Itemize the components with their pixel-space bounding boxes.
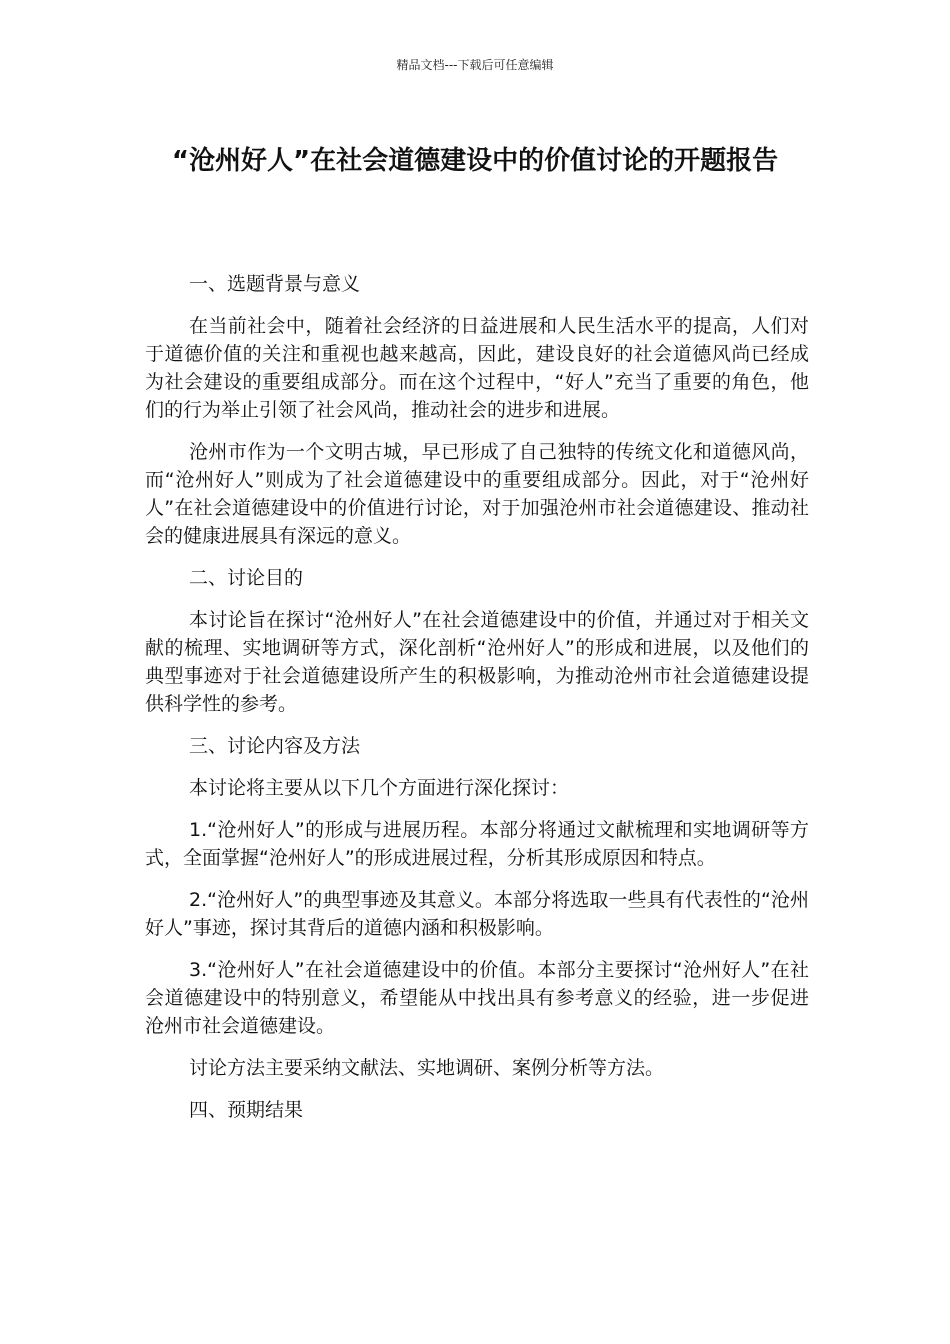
section-heading: 二、讨论目的 [189,567,304,589]
document-title: “沧州好人”在社会道德建设中的价值讨论的开题报告 [171,146,779,176]
body-paragraph: 本讨论将主要从以下几个方面进行深化探讨： [189,777,570,799]
document-body [145,270,809,1138]
body-paragraph: 沧州市作为一个文明古城，早已形成了自己独特的传统文化和道德风尚，而“沧州好人”则成为了社会道德建设中的重要组成部分。因此，对于“沧州好人”在社会道德建设中的价值进行讨论，对于加强沧州市社会道德建设、推动社会的健康进展具有深远的意义。 [145,441,809,547]
section-heading: 三、讨论内容及方法 [189,735,361,757]
body-paragraph: 2.“沧州好人”的典型事迹及其意义。本部分将选取一些具有代表性的“沧州好人”事迹，探讨其背后的道德内涵和积极影响。 [145,889,809,939]
body-paragraph: 讨论方法主要采纳文献法、实地调研、案例分析等方法。 [189,1057,665,1079]
body-paragraph: 在当前社会中，随着社会经济的日益进展和人民生活水平的提高，人们对于道德价值的关注和重视也越来越高，因此，建设良好的社会道德风尚已经成为社会建设的重要组成部分。而在这个过程中，“好人”充当了重要的角色，他们的行为举止引领了社会风尚，推动社会的进步和进展。 [145,315,809,421]
body-paragraph: 本讨论旨在探讨“沧州好人”在社会道德建设中的价值，并通过对于相关文献的梳理、实地调研等方式，深化剖析“沧州好人”的形成和进展，以及他们的典型事迹对于社会道德建设所产生的积极影响，为推动沧州市社会道德建设提供科学性的参考。 [145,609,809,715]
body-paragraph: 1.“沧州好人”的形成与进展历程。本部分将通过文献梳理和实地调研等方式，全面掌握“沧州好人”的形成进展过程，分析其形成原因和特点。 [145,819,809,869]
body-paragraph: 3.“沧州好人”在社会道德建设中的价值。本部分主要探讨“沧州好人”在社会道德建设中的特别意义，希望能从中找出具有参考意义的经验，进一步促进沧州市社会道德建设。 [145,959,809,1037]
section-heading: 一、选题背景与意义 [189,273,361,295]
page-header: 精品文档---下载后可任意编辑 [396,58,554,72]
section-heading: 四、预期结果 [189,1099,304,1121]
